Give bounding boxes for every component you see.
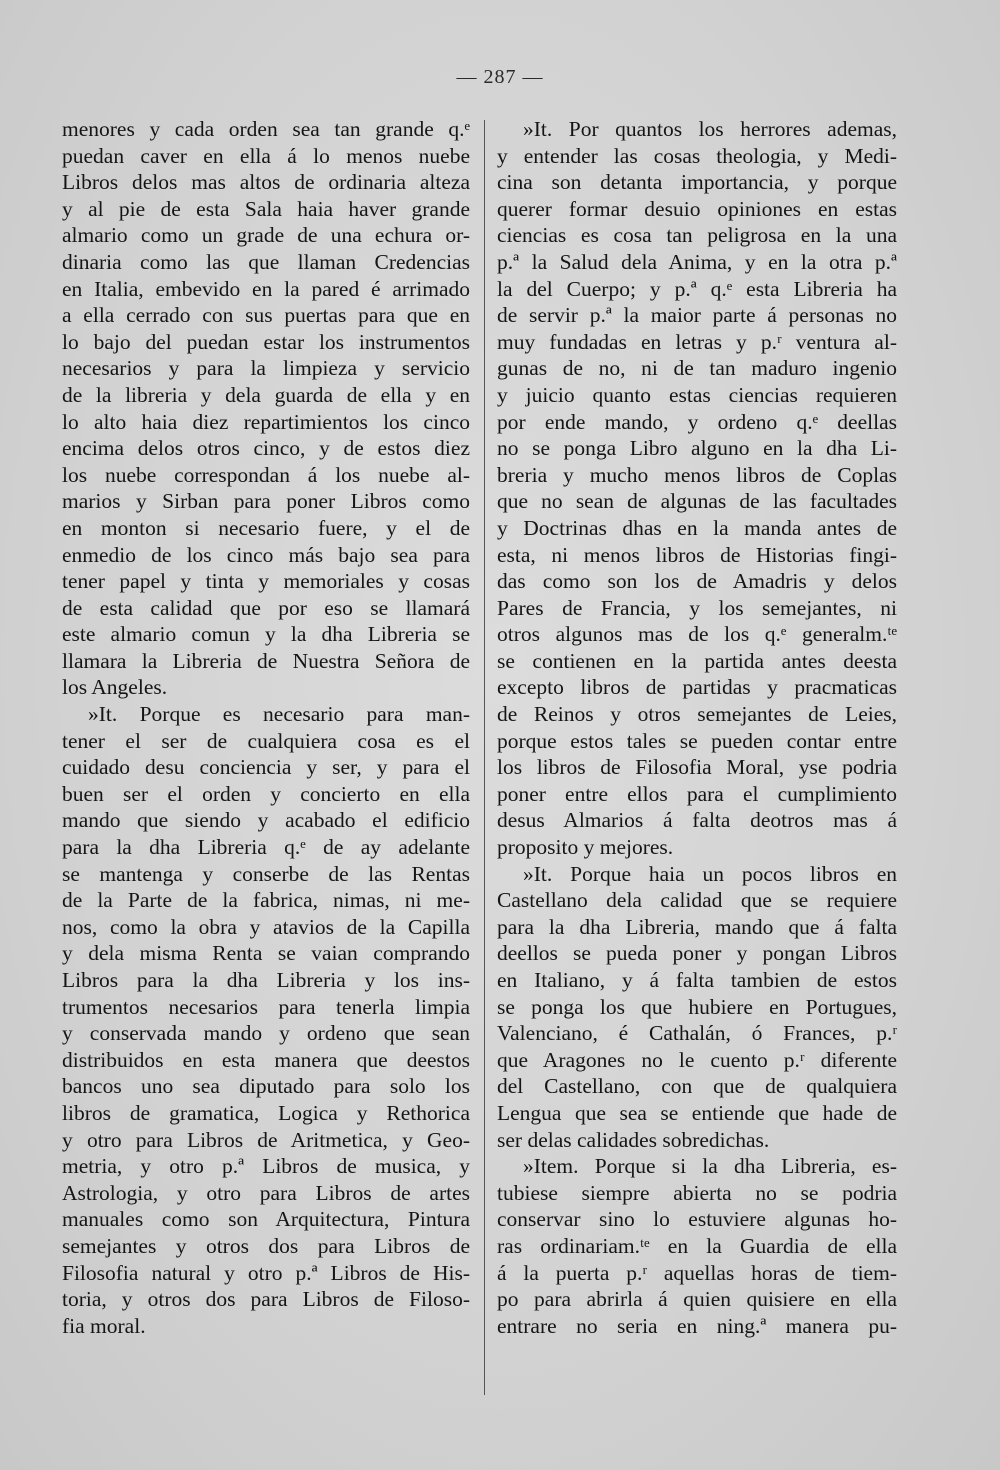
text-line: á la puerta p.ʳ aquellas horas de tiem-	[497, 1260, 897, 1285]
text-line: en monton si necesario fuere, y el de	[62, 515, 470, 540]
text-line: poner entre ellos para el cumplimiento	[497, 781, 897, 806]
text-line: y al pie de esta Sala haia haver grande	[62, 196, 470, 221]
text-line: muy fundadas en letras y p.ʳ ventura al-	[497, 329, 897, 354]
page-number: — 287 —	[456, 66, 544, 88]
text-line: y entender las cosas theologia, y Medi-	[497, 143, 897, 168]
text-line: libros de gramatica, Logica y Rethorica	[62, 1100, 470, 1125]
text-line: conservar sino lo estuviere algunas ho-	[497, 1207, 897, 1232]
text-line: Pares de Francia, y los semejantes, ni	[497, 595, 897, 620]
text-line: fia moral.	[62, 1313, 146, 1338]
text-line: »It. Porque haia un pocos libros en	[523, 861, 897, 886]
text-line: tener el ser de cualquiera cosa es el	[62, 728, 470, 753]
text-line: »Item. Porque si la dha Libreria, es-	[523, 1154, 897, 1179]
text-line: porque estos tales se pueden contar entre	[497, 728, 897, 753]
left-column	[62, 116, 470, 1339]
text-line: buen ser el orden y concierto en ella	[62, 781, 470, 806]
text-line: p.ª la Salud dela Anima, y en la otra p.ª	[497, 249, 897, 274]
right-column	[497, 116, 897, 1339]
text-line: distribuidos en esta manera que deestos	[62, 1047, 470, 1072]
text-line: almario como un grade de una echura or-	[62, 223, 470, 248]
text-line: la del Cuerpo; y p.ª q.ᵉ esta Libreria ha	[497, 276, 897, 301]
column-divider	[484, 120, 485, 1395]
text-line: Valenciano, é Cathalán, ó Frances, p.ʳ	[497, 1021, 897, 1046]
text-line: Astrologia, y otro para Libros de artes	[62, 1180, 470, 1205]
text-line: de esta calidad que por eso se llamará	[62, 595, 470, 620]
text-line: a ella cerrado con sus puertas para que en	[62, 303, 470, 328]
text-line: breria y mucho menos libros de Coplas	[497, 462, 897, 487]
text-line: y otro para Libros de Aritmetica, y Geo-	[62, 1127, 470, 1152]
text-line: cuidado desu conciencia y ser, y para el	[62, 755, 470, 780]
text-line: y conservada mando y ordeno que sean	[62, 1021, 470, 1046]
text-line: cina son detanta importancia, y porque	[497, 170, 897, 195]
text-line: ciencias es cosa tan peligrosa en la una	[497, 223, 897, 248]
text-line: das como son los de Amadris y delos	[497, 569, 897, 594]
text-line: otros algunos mas de los q.ᵉ generalm.ᵗᵉ	[497, 622, 897, 647]
text-line: tener papel y tinta y memoriales y cosas	[62, 569, 470, 594]
text-line: marios y Sirban para poner Libros como	[62, 489, 470, 514]
text-line: »It. Porque es necesario para man-	[88, 702, 470, 727]
text-line: menores y cada orden sea tan grande q.ᵉ	[62, 117, 470, 141]
text-line: semejantes y otros dos para Libros de	[62, 1233, 470, 1258]
text-line: y juicio quanto estas ciencias requieren	[497, 382, 897, 407]
text-line: manuales como son Arquitectura, Pintura	[62, 1207, 470, 1232]
text-line: de la libreria y dela guarda de ella y en	[62, 382, 470, 407]
text-line: lo bajo del puedan estar los instrumentos	[62, 329, 470, 354]
text-line: de Reinos y otros semejantes de Leies,	[497, 702, 897, 727]
text-line: trumentos necesarios para tenerla limpia	[62, 994, 470, 1019]
text-line: se ponga los que hubiere en Portugues,	[497, 994, 897, 1019]
text-line: los nuebe correspondan á los nuebe al-	[62, 462, 470, 487]
text-line: necesarios y para la limpieza y servicio	[62, 356, 470, 381]
text-line: ras ordinariam.ᵗᵉ en la Guardia de ella	[497, 1233, 897, 1258]
text-line: y Doctrinas dhas en la manda antes de	[497, 515, 897, 540]
text-line: po para abrirla á quien quisiere en ella	[497, 1287, 897, 1312]
text-line: desus Almarios á falta deotros mas á	[497, 808, 897, 833]
text-line: nos, como la obra y atavios de la Capilla	[62, 914, 470, 939]
text-line: del Castellano, con que de qualquiera	[497, 1074, 897, 1099]
text-line: bancos uno sea diputado para solo los	[62, 1074, 470, 1099]
text-line: por ende mando, y ordeno q.ᵉ deellas	[497, 409, 897, 434]
text-line: para la dha Libreria, mando que á falta	[497, 914, 897, 939]
text-line: los libros de Filosofia Moral, yse podria	[497, 755, 897, 780]
text-line: y dela misma Renta se vaian comprando	[62, 941, 470, 966]
text-line: este almario comun y la dha Libreria se	[62, 622, 470, 647]
text-line: esta, ni menos libros de Historias fingi-	[497, 542, 897, 567]
text-line: excepto libros de partidas y pracmaticas	[497, 675, 897, 700]
text-line: se mantenga y conserbe de las Rentas	[62, 861, 470, 886]
text-line: no se ponga Libro alguno en la dha Li-	[497, 436, 897, 461]
text-line: encima delos otros cinco, y de estos diez	[62, 436, 470, 461]
text-line: Filosofia natural y otro p.ª Libros de His-	[62, 1260, 470, 1285]
text-line: mando que siendo y acabado el edificio	[62, 808, 470, 833]
text-line: que Aragones no le cuento p.ʳ diferente	[497, 1047, 897, 1072]
text-line: gunas de no, ni de tan maduro ingenio	[497, 356, 897, 381]
text-line: en Italiano, y á falta tambien de estos	[497, 968, 897, 992]
text-line: se contienen en la partida antes deesta	[497, 648, 897, 673]
text-line: dinaria como las que llaman Credencias	[62, 249, 470, 274]
text-line: metria, y otro p.ª Libros de musica, y	[62, 1154, 470, 1179]
text-line: Libros para la dha Libreria y los ins-	[62, 968, 470, 992]
text-line: querer formar desuio opiniones en estas	[497, 196, 897, 221]
text-line: de servir p.ª la maior parte á personas no	[497, 303, 897, 328]
text-line: puedan caver en ella á lo menos nuebe	[62, 143, 470, 168]
text-line: de la Parte de la fabrica, nimas, ni me-	[62, 888, 470, 913]
text-line: »It. Por quantos los herrores ademas,	[523, 117, 897, 141]
text-line: toria, y otros dos para Libros de Filoso-	[62, 1287, 470, 1312]
text-line: Castellano dela calidad que se requiere	[497, 888, 897, 913]
text-line: enmedio de los cinco más bajo sea para	[62, 542, 470, 567]
text-line: que no sean de algunas de las facultades	[497, 489, 897, 514]
text-line: para la dha Libreria q.ᵉ de ay adelante	[62, 835, 470, 860]
text-line: Lengua que sea se entiende que hade de	[497, 1100, 897, 1125]
text-line: Libros delos mas altos de ordinaria alteza	[62, 170, 470, 195]
text-line: llamara la Libreria de Nuestra Señora de	[62, 648, 470, 673]
text-line: los Angeles.	[62, 675, 168, 700]
text-line: entrare no seria en ning.ª manera pu-	[497, 1313, 897, 1338]
text-line: ser delas calidades sobredichas.	[497, 1127, 770, 1152]
text-line: lo alto haia diez repartimientos los cinco	[62, 409, 470, 434]
text-line: tubiese siempre abierta no se podria	[497, 1180, 897, 1205]
text-line: en Italia, embevido en la pared é arrimado	[62, 276, 470, 301]
text-line: proposito y mejores.	[497, 835, 674, 860]
text-line: deellos se pueda poner y pongan Libros	[497, 941, 897, 966]
